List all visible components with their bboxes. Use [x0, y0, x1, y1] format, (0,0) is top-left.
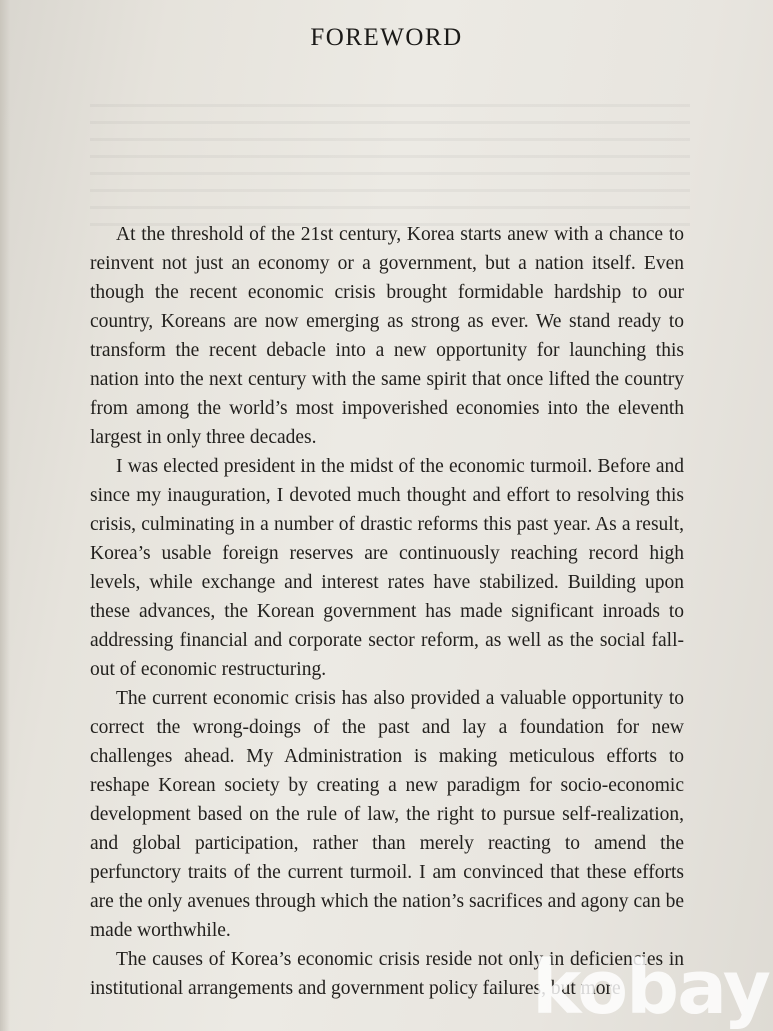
paragraph-2: I was elected president in the midst of the economic turmoil. Before and since my inauguration, I devoted much thought and effort to resolving this crisis, culminating in a number of drastic reforms this past year. As a result, Korea’s usable foreign reserves are continuously reaching record high levels, while exchange and interest rates have stabilized. Building upon these advances, the Korean government has made significant inroads to addressing financial and corporate sector reform, as well as the social fall-out of economic restructuring. [90, 456, 684, 680]
page-title: FOREWORD [310, 24, 463, 51]
paragraph-4: The causes of Korea’s economic crisis reside not only in deficiencies in institutional arrangements and government policy failures, but more [90, 949, 684, 999]
page-edge [0, 0, 10, 1031]
paragraph-3: The current economic crisis has also provided a valuable opportunity to correct the wrong-doings of the past and lay a foundation for new challenges ahead. My Administration is making meticulous efforts to reshape Korean society by creating a new paradigm for socio-economic development based on the rule of law, the right to pursue self-realization, and global participation, rather than merely reacting to amend the perfunctory traits of the current turmoil. I am convinced that these efforts are the only avenues through which the nation’s sacrifices and agony can be made worthwhile. [90, 688, 684, 941]
foreword-body [90, 220, 684, 1003]
paragraph-1: At the threshold of the 21st century, Korea starts anew with a chance to reinvent not just an economy or a government, but a nation itself. Even though the recent economic crisis brought formidable hardship to our country, Koreans are now emerging as strong as ever. We stand ready to transform the recent debacle into a new opportunity for launching this nation into the next century with the same spirit that once lifted the country from among the world’s most impoverished economies into the eleventh largest in only three decades. [90, 224, 684, 448]
kobay-watermark: kobay [532, 945, 769, 1031]
bleed-through-text [90, 90, 690, 230]
